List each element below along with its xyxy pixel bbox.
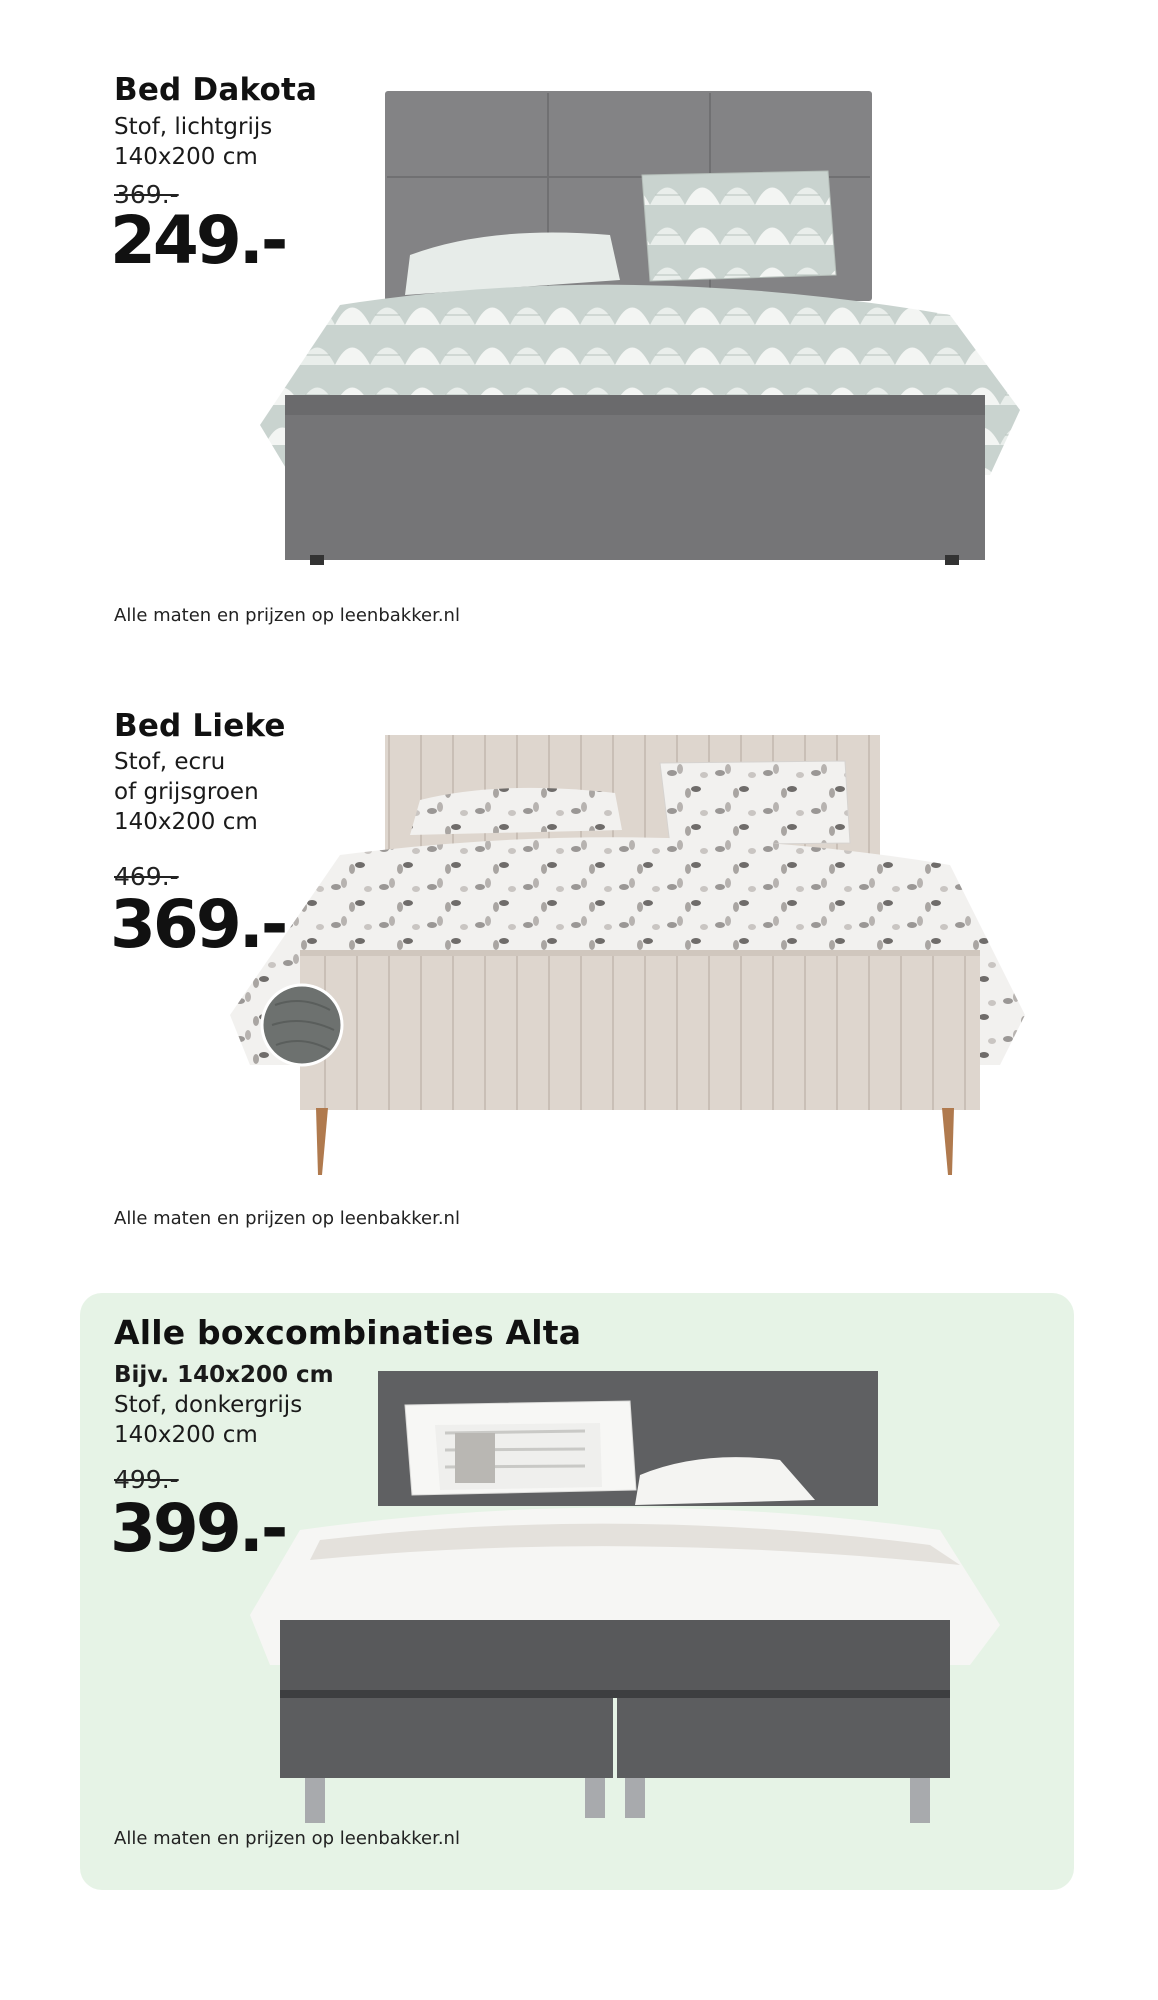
product-subtitle: Bijv. 140x200 cm — [114, 1362, 334, 1388]
old-price: 499.- — [114, 1465, 179, 1494]
footnote: Alle maten en prijzen op leenbakker.nl — [114, 1828, 460, 1849]
spec-line: Stof, lichtgrijs — [114, 114, 273, 140]
product-title: Bed Dakota — [114, 72, 318, 108]
new-price: 399.- — [110, 1490, 286, 1567]
spec-line: of grijsgroen — [114, 779, 259, 805]
new-price: 249.- — [110, 202, 286, 279]
old-price: 369.- — [114, 180, 179, 209]
spec-line: 140x200 cm — [114, 144, 258, 170]
footnote: Alle maten en prijzen op leenbakker.nl — [114, 605, 460, 626]
product-title: Bed Lieke — [114, 708, 286, 744]
new-price: 369.- — [110, 886, 286, 963]
spec-line: Stof, donkergrijs — [114, 1392, 303, 1418]
old-price: 469.- — [114, 862, 179, 891]
bed-dakota-image — [230, 85, 1050, 575]
product-title: Alle boxcombinaties Alta — [114, 1313, 582, 1352]
spec-line: Stof, ecru — [114, 749, 226, 775]
spec-line: 140x200 cm — [114, 1422, 258, 1448]
boxspring-alta-image — [240, 1365, 1030, 1835]
footnote: Alle maten en prijzen op leenbakker.nl — [114, 1208, 460, 1229]
bed-lieke-image — [230, 725, 1050, 1195]
spec-line: 140x200 cm — [114, 809, 258, 835]
